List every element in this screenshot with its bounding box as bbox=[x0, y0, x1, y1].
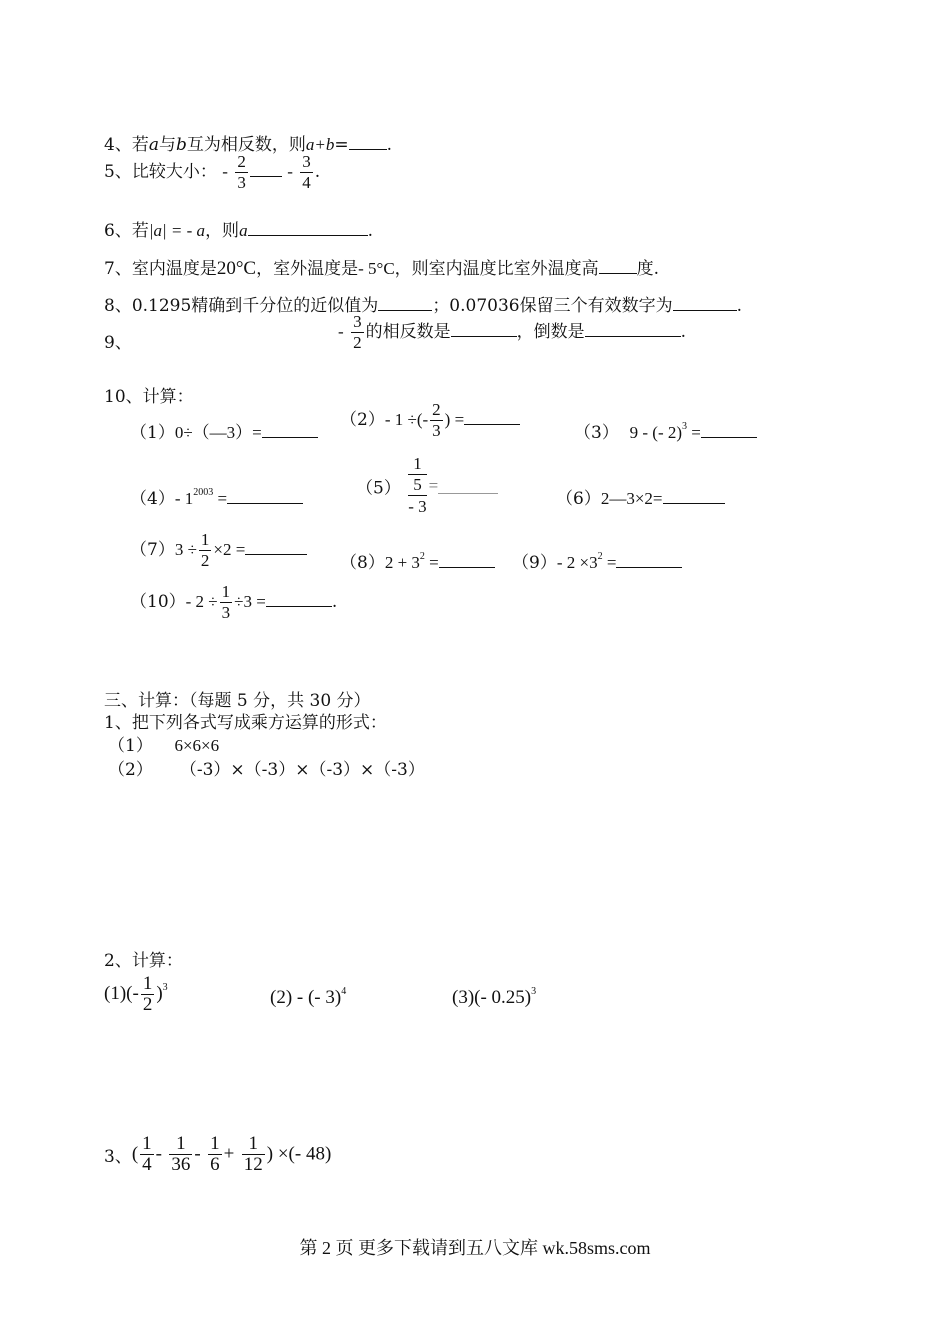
calc-item-3: （3） 9 - (- 2)$^3$ = bbox=[574, 418, 757, 443]
question-6: 6、若|a| = - a，则a . bbox=[104, 221, 373, 241]
answer-blank[interactable] bbox=[439, 553, 495, 568]
problem-2a: (1)(- $\frac{1}{2}$ )$^3$ bbox=[104, 973, 168, 1015]
question-4: 4、若a与b互为相反数，则a+b= . bbox=[104, 135, 392, 155]
fraction: $\frac{1}{2}$ bbox=[200, 530, 210, 570]
question-9-number: 9、 bbox=[104, 333, 132, 353]
fraction: $\frac{1}{36}$ bbox=[171, 1133, 191, 1175]
answer-blank[interactable] bbox=[262, 423, 318, 438]
fraction: $\frac{1}{2}$ bbox=[142, 973, 153, 1015]
calc-item-8: $(8)2 + 3^2$ = bbox=[340, 548, 495, 573]
answer-blank[interactable] bbox=[599, 259, 637, 274]
page-footer: 第 2 页 更多下载请到五八文库 wk.58sms.com bbox=[299, 1238, 651, 1258]
fraction: $\frac{1}{6}$ bbox=[210, 1133, 220, 1175]
question-7: 7、室内温度是20°C，室外温度是- 5°C，则室内温度比室外温度高 度. bbox=[104, 258, 660, 279]
answer-blank[interactable] bbox=[616, 553, 682, 568]
answer-blank[interactable] bbox=[464, 410, 520, 425]
question-10-title: 10、计算： bbox=[104, 387, 194, 407]
fraction: $\frac{1}{3}$ bbox=[221, 582, 231, 622]
fraction: $\frac{3}{4}$ bbox=[302, 152, 311, 192]
calc-item-5: （5） 1 5 - 3 = bbox=[356, 454, 498, 518]
answer-blank[interactable] bbox=[248, 221, 368, 236]
fraction: $\frac{1}{4}$ bbox=[142, 1133, 152, 1175]
question-8: 8、0.1295精确到千分位的近似值为 ；0.07036保留三个有效数字为 . bbox=[104, 296, 743, 316]
fraction: $\frac{3}{2}$ bbox=[353, 312, 362, 352]
question-5: 5、比较大小： - $\frac{2}{3}$ - $\frac{3}{4}$ . bbox=[104, 152, 321, 192]
complex-fraction: 1 5 - 3 bbox=[408, 454, 427, 516]
problem-1-text: 1、把下列各式写成乘方运算的形式： bbox=[104, 713, 387, 733]
fraction: $\frac{2}{3}$ bbox=[432, 400, 441, 440]
answer-blank[interactable] bbox=[245, 540, 307, 555]
answer-blank[interactable] bbox=[438, 479, 498, 494]
calc-item-4: （4）- $1^{2003}$ = bbox=[130, 484, 303, 509]
answer-blank[interactable] bbox=[585, 322, 681, 337]
answer-blank[interactable] bbox=[451, 322, 517, 337]
answer-blank[interactable] bbox=[378, 296, 432, 311]
answer-blank[interactable] bbox=[349, 135, 387, 150]
problem-2b: (2) - (- 3)$^4$ bbox=[270, 986, 347, 1008]
problem-3: 3、( $\frac{1}{4}$ - $\frac{1}{36}$ - $\frac{1}{6}$ + $\frac{1}{12}$ ) ×(- 48) bbox=[104, 1133, 332, 1175]
answer-blank[interactable] bbox=[250, 162, 282, 177]
calc-item-1: （1）0÷（—3）= bbox=[130, 418, 318, 443]
calc-item-6: （6）2—3×2= bbox=[556, 484, 725, 509]
problem-1a: （1） 6×6×6 bbox=[108, 736, 220, 756]
problem-1b: （2） （-3）×（-3）×（-3）×（-3） bbox=[108, 760, 425, 780]
calc-item-9: （9）- $2 \times 3^2$ = bbox=[512, 548, 682, 573]
problem-2c: (3)(- 0.25)$^3$ bbox=[452, 986, 537, 1008]
calc-item-7: （7）3 ÷ $\frac{1}{2}$ ×2 = bbox=[130, 530, 307, 571]
answer-blank[interactable] bbox=[266, 592, 332, 607]
answer-blank[interactable] bbox=[701, 423, 757, 438]
answer-blank[interactable] bbox=[673, 296, 737, 311]
answer-blank[interactable] bbox=[227, 489, 303, 504]
problem-2-text: 2、计算： bbox=[104, 951, 183, 971]
calc-item-10: （10）- 2 ÷ $\frac{1}{3}$ ÷3 = . bbox=[130, 582, 338, 622]
calc-item-2: （2）- 1 ÷(- $\frac{2}{3}$ ) = bbox=[340, 400, 520, 441]
fraction: $\frac{1}{12}$ bbox=[243, 1133, 263, 1175]
answer-blank[interactable] bbox=[663, 489, 725, 504]
fraction: $\frac{2}{3}$ bbox=[237, 152, 246, 192]
question-9: - $\frac{3}{2}$ 的相反数是 ，倒数是 . bbox=[338, 312, 686, 352]
section-3-title: 三、计算：（每题 5 分，共 30 分） bbox=[104, 691, 371, 711]
